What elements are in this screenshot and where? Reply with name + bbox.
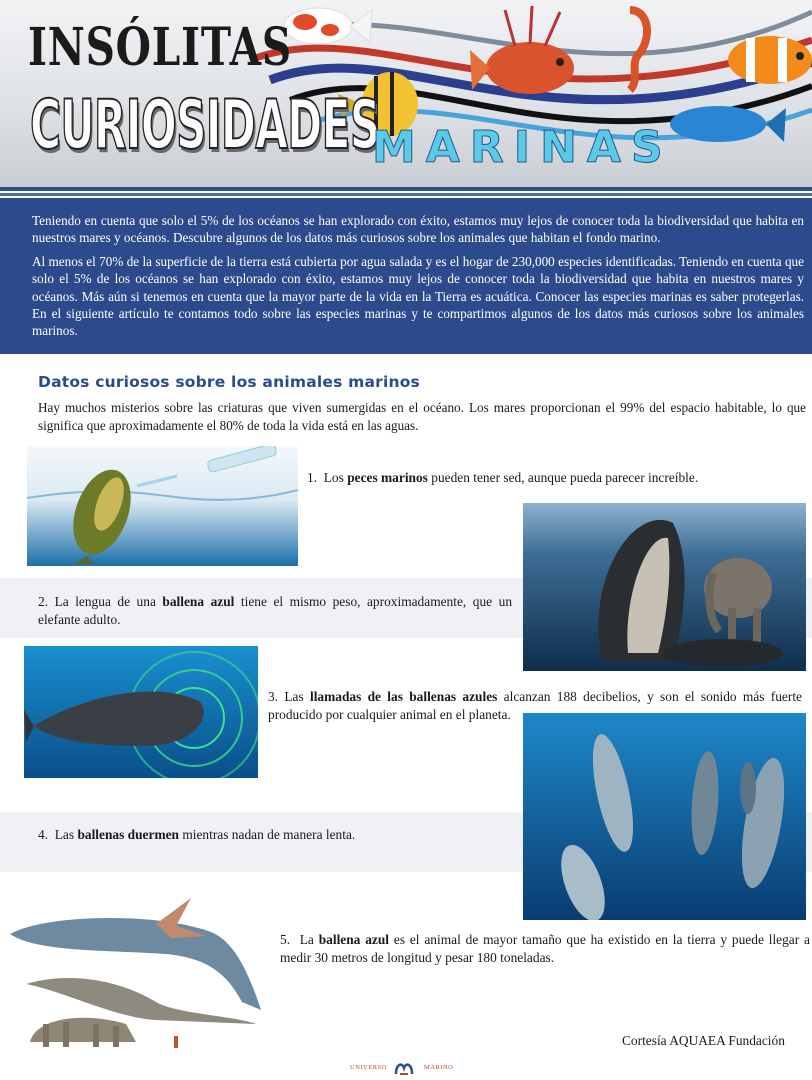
photo-credit: Cortesía AQUAEA Fundación [622,1033,785,1048]
footer-logo-left: UNIVERSO [350,1064,387,1071]
intro-box [0,198,812,354]
clownfish-icon [728,36,812,84]
koi-fish-icon [284,8,372,44]
fish-photo [27,446,298,566]
whale-elephant-photo [523,503,806,671]
fact-3: 3. Las llamadas de las ballenas azules alcanzan 188 decibelios, y son el sonido más fuerte producido por cualquier animal en el planeta. [268,689,802,722]
title-insolitas: INSÓLITAS [28,17,292,78]
intro-paragraph: Al menos el 70% de la superficie de la tierra está cubierta por agua salada y es el hogar de 230,000 especies identificadas. Teniendo en cuenta que solo el 5% de los océanos se han explorado con éxito, estamos muy lejos de conocer toda la biodiversidad que habita en nuestros mares y océanos. Más aún si tenemos en cuenta que la mayor parte de la vida en la Tierra es acuática. Conocer las especies marinas es saber protegerlas. En el siguiente artículo te contamos todo sobre las especies marinas y te compartimos algunos de los datos más curiosos sobre los animales marinos. [32,253,804,339]
section-heading: Datos curiosos sobre los animales marinos [38,373,420,391]
section-lead: Hay muchos misterios sobre las criaturas que viven sumergidas en el océano. Los mares proporcionan el 99% del espacio habitable, lo que significa que aproximadamente el 80% de toda la vida está en las aguas. [38,400,806,433]
fact-2: 2. La lengua de una ballena azul tiene el mismo peso, aproximadamente, que un elefante adulto. [38,594,513,627]
sleeping-whales-photo [523,713,806,920]
size-comparison-illustration [6,892,274,1060]
divider-stripe [0,193,812,196]
header-banner [0,0,812,187]
whale-sound-photo [24,646,258,778]
footer-logo [350,1060,460,1076]
footer-logo-right: MARINO [424,1064,454,1071]
fact-1: 1. Los peces marinos pueden tener sed, aunque pueda parecer increíble. [307,470,699,485]
fact-4: 4. Las ballenas duermen mientras nadan de manera lenta. [38,827,356,842]
intro-paragraph: Teniendo en cuenta que solo el 5% de los océanos se han explorado con éxito, estamos muy lejos de conocer toda la biodiversidad que habita en nuestros mares y océanos. Descubre algunos de los datos más curiosos sobre los animales que habitan el fondo marino. [32,213,804,246]
blue-fish-icon [670,106,786,142]
red-fish-icon [470,6,574,94]
title-marinas: MARINAS [372,122,673,173]
divider-stripe [0,187,812,191]
title-curiosidades: CURIOSIDADES [30,86,380,165]
fact-5: 5. La ballena azul es el animal de mayor tamaño que ha existido en la tierra y puede llegar a medir 30 metros de longitud y pesar 180 toneladas. [280,932,810,965]
universo-marino-logo-icon [394,1060,414,1076]
